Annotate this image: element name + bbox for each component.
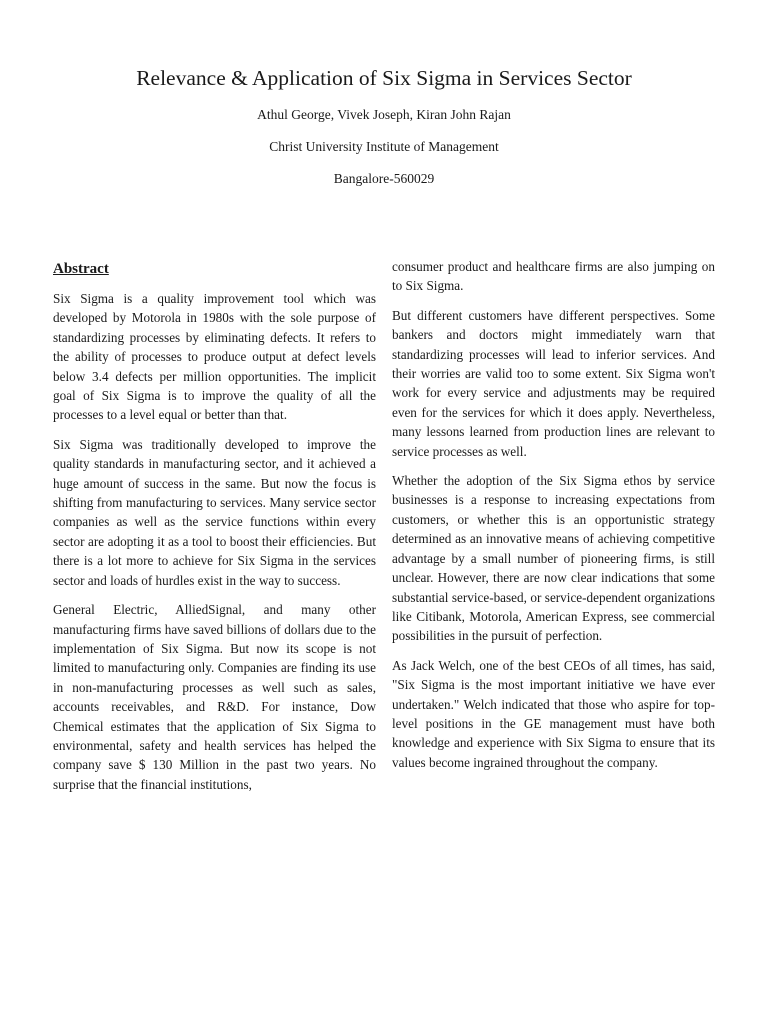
body-paragraph-adoption: Whether the adoption of the Six Sigma ethos by service businesses is a response to increasing expectations from customers, or whether this is an opportunistic strategy determined as an innovative means of achieving competitive advantage by a small number of pioneering firms, is still unclear. However, there are now clear indications that some substantial service-based, or service-dependent organizations like Citibank, Motorola, American Express, see commercial possibilities in the pursuit of perfection. (392, 473, 715, 644)
paper-authors: Athul George, Vivek Joseph, Kiran John Rajan (257, 107, 511, 122)
left-column (53, 257, 376, 804)
body-paragraph-perspectives: But different customers have different perspectives. Some bankers and doctors might immediately warn that standardizing processes will lead to inferior services. And their worries are valid too to some extent. Six Sigma won't work for every service and adjustments may be required even for the services for which it does apply. Nevertheless, many lessons learned from production lines are relevant to service processes as well. (392, 307, 715, 459)
paper-address: Bangalore-560029 (333, 171, 435, 186)
abstract-heading: Abstract (53, 261, 109, 277)
body-paragraph-jack-welch: As Jack Welch, one of the best CEOs of all times, has said, "Six Sigma is the most important initiative we have ever undertaken." Welch indicated that those who aspire for top-level positions in the GE management must have both knowledge and experience with Six Sigma to ensure that its values become ingrained throughout the company. (392, 657, 715, 770)
body-paragraph-continued: consumer product and healthcare firms are also jumping on to Six Sigma. (392, 259, 715, 294)
abstract-paragraph-2: Six Sigma was traditionally developed to improve the quality standards in manufacturing sector, and it achieved a huge amount of success in the same. But now the focus is shifting from manufacturing to services. Many service sector companies as well as the service functions within every sector are adopting it as a tool to boost their efficiencies. But there is a lot more to achieve for Six Sigma in the services sector and loads of hurdles exist in the way to success. (53, 436, 376, 588)
abstract-paragraph-3: General Electric, AlliedSignal, and many other manufacturing firms have saved billions of dollars due to the implementation of Six Sigma. But now its scope is not limited to manufacturing only. Companies are finding its use in non-manufacturing processes as well such as sales, accounts receivables, and R&D. For instance, Dow Chemical estimates that the application of Six Sigma to environmental, safety and health services has helped the company save $ 130 Million in the past two years. No surprise that the financial institutions, (53, 602, 376, 792)
right-column (392, 257, 715, 782)
paper-institution: Christ University Institute of Management (269, 139, 499, 154)
abstract-paragraph-1: Six Sigma is a quality improvement tool which was developed by Motorola in 1980s with the sole purpose of standardizing processes by eliminating defects. It refers to the ability of processes to produce output at defect levels below 3.4 defects per million opportunities. The implicit goal of Six Sigma is to improve the quality of all the processes to a level equal or better than that. (53, 291, 376, 423)
paper-title: Relevance & Application of Six Sigma in Services Sector (136, 66, 632, 90)
